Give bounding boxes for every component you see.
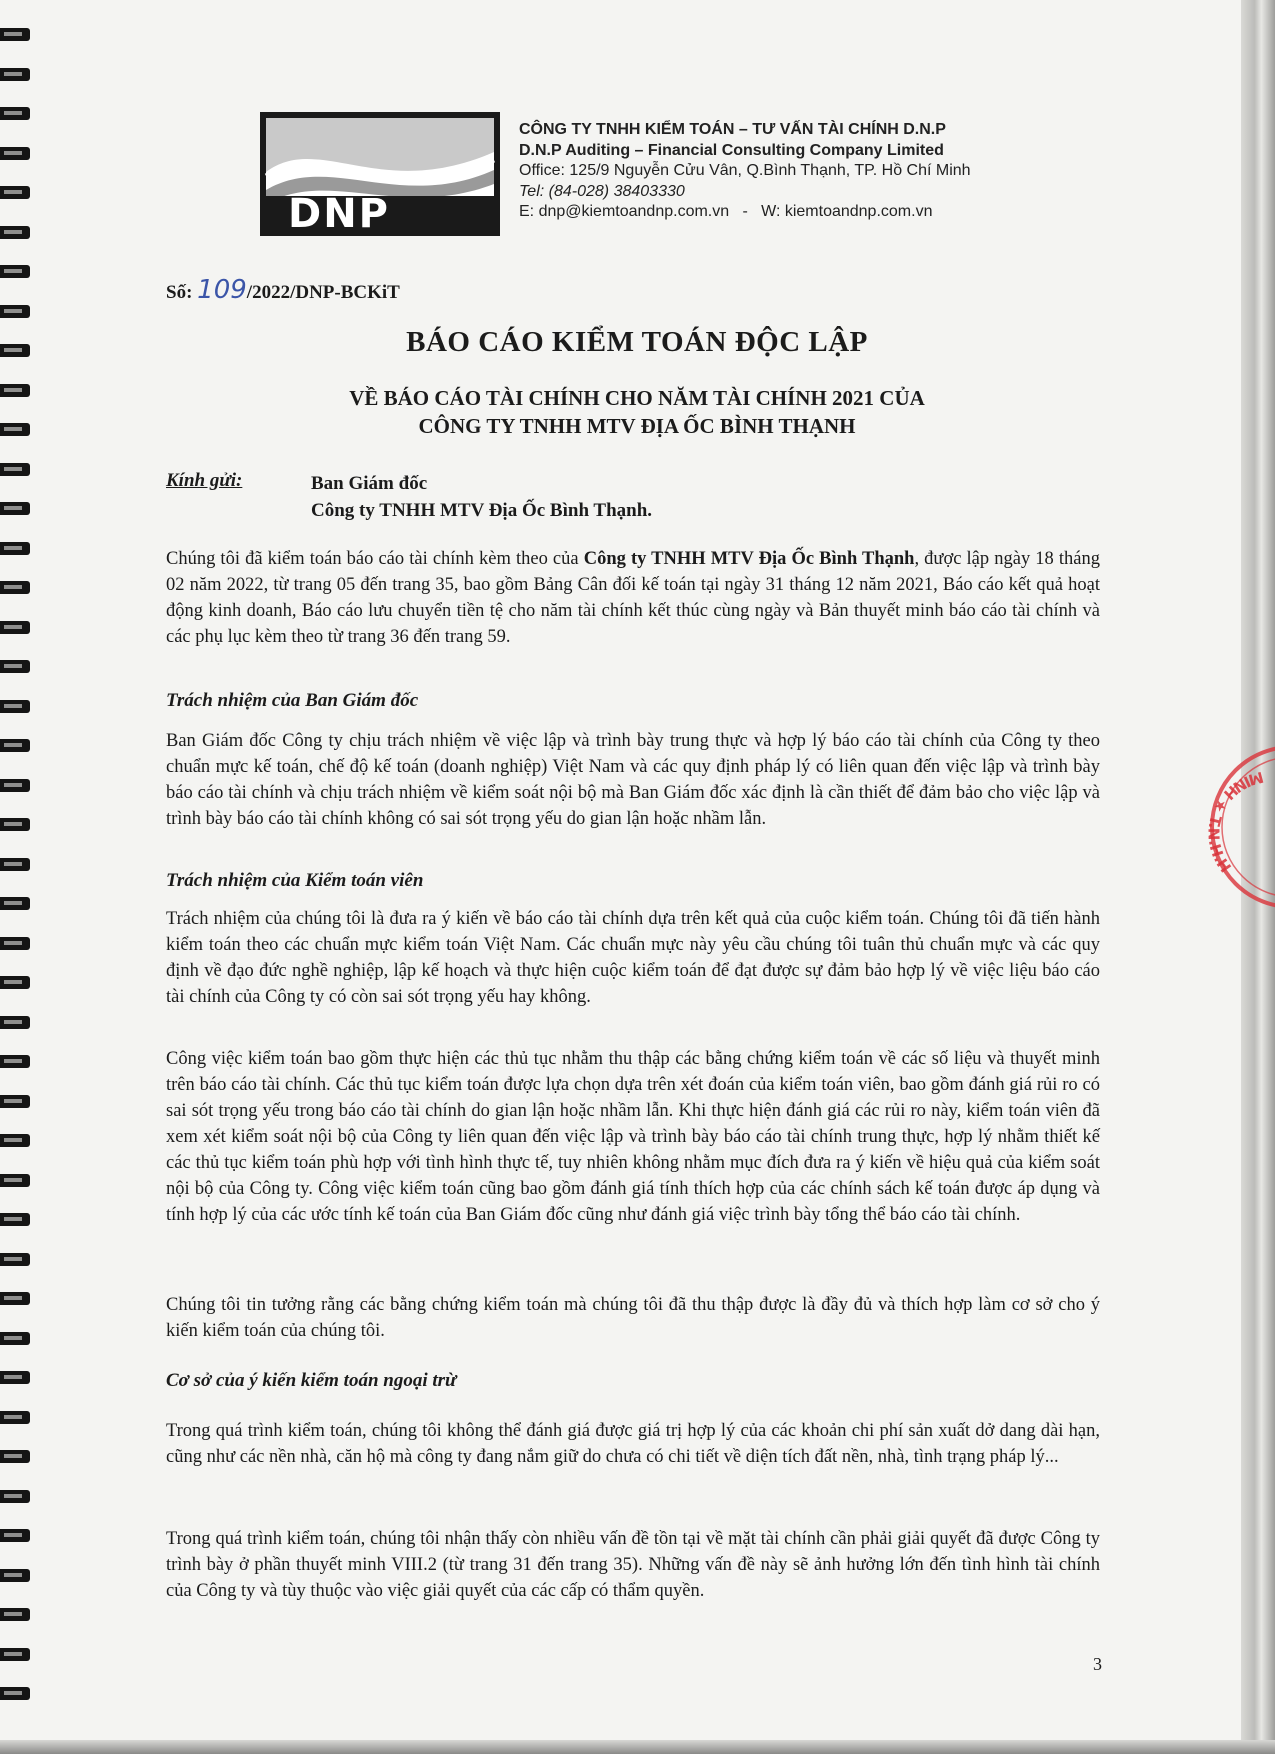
seal-text: MINH ★ T.N.H.H xyxy=(1204,767,1266,876)
binding-ring xyxy=(0,739,30,752)
binding-ring xyxy=(0,226,30,239)
paragraph-qualified-1: Trong quá trình kiểm toán, chúng tôi không thể đánh giá được giá trị hợp lý của các khoản chi phí sản xuất dở dang dài hạn, cũng như các nền nhà, căn hộ mà công ty đang nắm giữ do chưa có chi tiết về diện tích đất nền, nhà, tình trạng pháp lý... xyxy=(166,1421,1100,1467)
binding-ring xyxy=(0,107,30,120)
binding-ring xyxy=(0,463,30,476)
binding-ring xyxy=(0,423,30,436)
binding-ring xyxy=(0,976,30,989)
binding-ring xyxy=(0,186,30,199)
report-title: BÁO CÁO KIỂM TOÁN ĐỘC LẬP xyxy=(406,326,868,358)
binding-ring xyxy=(0,265,30,278)
dnp-logo xyxy=(260,112,500,236)
logo-text: DNP xyxy=(288,191,390,236)
intro-company-name: Công ty TNHH MTV Địa Ốc Bình Thạnh xyxy=(583,549,915,569)
paragraph-evidence: Chúng tôi tin tưởng rằng các bằng chứng kiểm toán mà chúng tôi đã thu thập được là đầy đủ và thích hợp làm cơ sở cho ý kiến kiểm toán của chúng tôi. xyxy=(166,1295,1100,1341)
binding-ring xyxy=(0,147,30,160)
binding-ring xyxy=(0,384,30,397)
binding-ring xyxy=(0,1253,30,1266)
binding-ring xyxy=(0,621,30,634)
binding-ring xyxy=(0,1608,30,1621)
binding-ring xyxy=(0,1016,30,1029)
heading-qualified-opinion-basis: Cơ sở của ý kiến kiểm toán ngoại trừ xyxy=(166,1370,457,1391)
binding-ring xyxy=(0,858,30,871)
binding-ring xyxy=(0,68,30,81)
binding-ring xyxy=(0,700,30,713)
intro-text-c: , được lập ngày 18 tháng 02 năm 2022, từ trang 05 đến trang 35, bao gồm Bảng Cân đối kế toán tại ngày 31 tháng 12 năm 2021, Báo cáo kết quả hoạt động kinh doanh, Báo cáo lưu chuyển tiền tệ cho năm tài chính kết thúc cùng ngày và Bản thuyết minh báo cáo tài chính và các phụ lục kèm theo từ trang 36 đến trang 59. xyxy=(166,549,1101,647)
intro-paragraph xyxy=(166,546,1100,650)
paragraph-management-responsibility: Ban Giám đốc Công ty chịu trách nhiệm về việc lập và trình bày trung thực và hợp lý báo cáo tài chính của Công ty theo chuẩn mực kế toán, chế độ kế toán (doanh nghiệp) Việt Nam và các quy định pháp lý có liên quan đến việc lập và trình bày báo cáo tài chính và chịu trách nhiệm về kiểm soát nội bộ mà Ban Giám đốc xác định là cần thiết để đảm bảo cho việc lập và trình bày báo cáo tài chính không có sai sót trọng yếu do gian lận hoặc nhầm lẫn. xyxy=(166,731,1100,829)
binding-ring xyxy=(0,1371,30,1384)
document-number xyxy=(166,275,400,305)
binding-ring xyxy=(0,1332,30,1345)
svg-text:MINH ★ T.N.H.H xyxy=(1204,768,1265,876)
binding-ring xyxy=(0,28,30,41)
binding-ring xyxy=(0,1529,30,1542)
binding-ring xyxy=(0,818,30,831)
company-seal-stamp xyxy=(1172,742,1275,912)
binding-ring xyxy=(0,1648,30,1661)
page-bottom-edge xyxy=(0,1740,1275,1754)
company-office: Office: 125/9 Nguyễn Cửu Vân, Q.Bình Thạnh, TP. Hồ Chí Minh xyxy=(519,162,971,179)
binding-ring xyxy=(0,1569,30,1582)
subtitle-line-2: CÔNG TY TNHH MTV ĐỊA ỐC BÌNH THẠNH xyxy=(418,414,856,438)
paragraph-qualified-2: Trong quá trình kiểm toán, chúng tôi nhận thấy còn nhiều vấn đề tồn tại về mặt tài chính cần phải giải quyết đã được Công ty trình bày ở phần thuyết minh VIII.2 (từ trang 31 đến trang 35). Những vấn đề này sẽ ảnh hưởng lớn đến tình hình tài chính của Công ty và tùy thuộc vào việc giải quyết của các cấp có thẩm quyền. xyxy=(166,1529,1100,1601)
addressee xyxy=(311,470,652,524)
binding-ring xyxy=(0,344,30,357)
company-name-vn: CÔNG TY TNHH KIỂM TOÁN – TƯ VẤN TÀI CHÍNH D.N.P xyxy=(519,121,946,138)
spiral-binding xyxy=(0,0,40,1754)
binding-ring xyxy=(0,897,30,910)
binding-ring xyxy=(0,502,30,515)
page-number: 3 xyxy=(1093,1654,1102,1674)
binding-ring xyxy=(0,1292,30,1305)
binding-ring xyxy=(0,1450,30,1463)
doc-number-prefix: Số: xyxy=(166,282,193,303)
company-info xyxy=(519,120,971,223)
doc-number-suffix: /2022/DNP-BCKiT xyxy=(246,282,400,303)
heading-auditor-responsibility: Trách nhiệm của Kiểm toán viên xyxy=(166,870,424,891)
binding-ring xyxy=(0,779,30,792)
binding-ring xyxy=(0,1411,30,1424)
company-contact: E: dnp@kiemtoandnp.com.vn - W: kiemtoandnp.com.vn xyxy=(519,203,933,220)
paragraph-audit-work: Công việc kiểm toán bao gồm thực hiện các thủ tục nhằm thu thập các bằng chứng kiểm toán về các số liệu và thuyết minh trên báo cáo tài chính. Các thủ tục kiểm toán được lựa chọn dựa trên xét đoán của kiểm toán viên, bao gồm đánh giá rủi ro có sai sót trọng yếu trong báo cáo tài chính do gian lận hoặc nhầm lẫn. Khi thực hiện đánh giá các rủi ro này, kiểm toán viên đã xem xét kiểm soát nội bộ của Công ty liên quan đến việc lập và trình bày báo cáo tài chính trung thực, hợp lý nhằm thiết kế các thủ tục kiểm toán phù hợp với tình hình thực tế, tuy nhiên không nhằm mục đích đưa ra ý kiến về hiệu quả của kiểm soát nội bộ của Công ty. Công việc kiểm toán cũng bao gồm đánh giá tính thích hợp của các chính sách kế toán được áp dụng và tính hợp lý của các ước tính kế toán của Ban Giám đốc cũng như đánh giá việc trình bày tổng thể báo cáo tài chính. xyxy=(166,1049,1100,1225)
report-subtitle xyxy=(160,384,1114,440)
binding-ring xyxy=(0,305,30,318)
binding-ring xyxy=(0,1213,30,1226)
intro-text-a: Chúng tôi đã kiểm toán báo cáo tài chính kèm theo của xyxy=(166,549,584,569)
addressee-line-1: Ban Giám đốc xyxy=(311,473,428,494)
binding-ring xyxy=(0,1687,30,1700)
doc-number-handwritten: 109 xyxy=(197,275,247,305)
binding-ring xyxy=(0,1095,30,1108)
binding-ring xyxy=(0,1134,30,1147)
binding-ring xyxy=(0,1055,30,1068)
subtitle-line-1: VỀ BÁO CÁO TÀI CHÍNH CHO NĂM TÀI CHÍNH 2021 CỦA xyxy=(349,386,925,410)
addressee-label: Kính gửi: xyxy=(166,470,243,491)
company-name-en: D.N.P Auditing – Financial Consulting Company Limited xyxy=(519,141,944,159)
binding-ring xyxy=(0,542,30,555)
company-tel: Tel: (84-028) 38403330 xyxy=(519,182,685,200)
binding-ring xyxy=(0,581,30,594)
heading-management-responsibility: Trách nhiệm của Ban Giám đốc xyxy=(166,690,419,711)
binding-ring xyxy=(0,937,30,950)
addressee-line-2: Công ty TNHH MTV Địa Ốc Bình Thạnh. xyxy=(311,500,653,521)
binding-ring xyxy=(0,1490,30,1503)
binding-ring xyxy=(0,660,30,673)
binding-ring xyxy=(0,1174,30,1187)
paragraph-auditor-responsibility: Trách nhiệm của chúng tôi là đưa ra ý kiến về báo cáo tài chính dựa trên kết quả của cuộc kiểm toán. Chúng tôi đã tiến hành kiểm toán theo các chuẩn mực kiểm toán Việt Nam. Các chuẩn mực này yêu cầu chúng tôi tuân thủ chuẩn mực và các quy định về đạo đức nghề nghiệp, lập kế hoạch và thực hiện cuộc kiểm toán để đạt được sự đảm bảo hợp lý về việc liệu báo cáo tài chính của Công ty có còn sai sót trọng yếu hay không. xyxy=(166,909,1100,1007)
